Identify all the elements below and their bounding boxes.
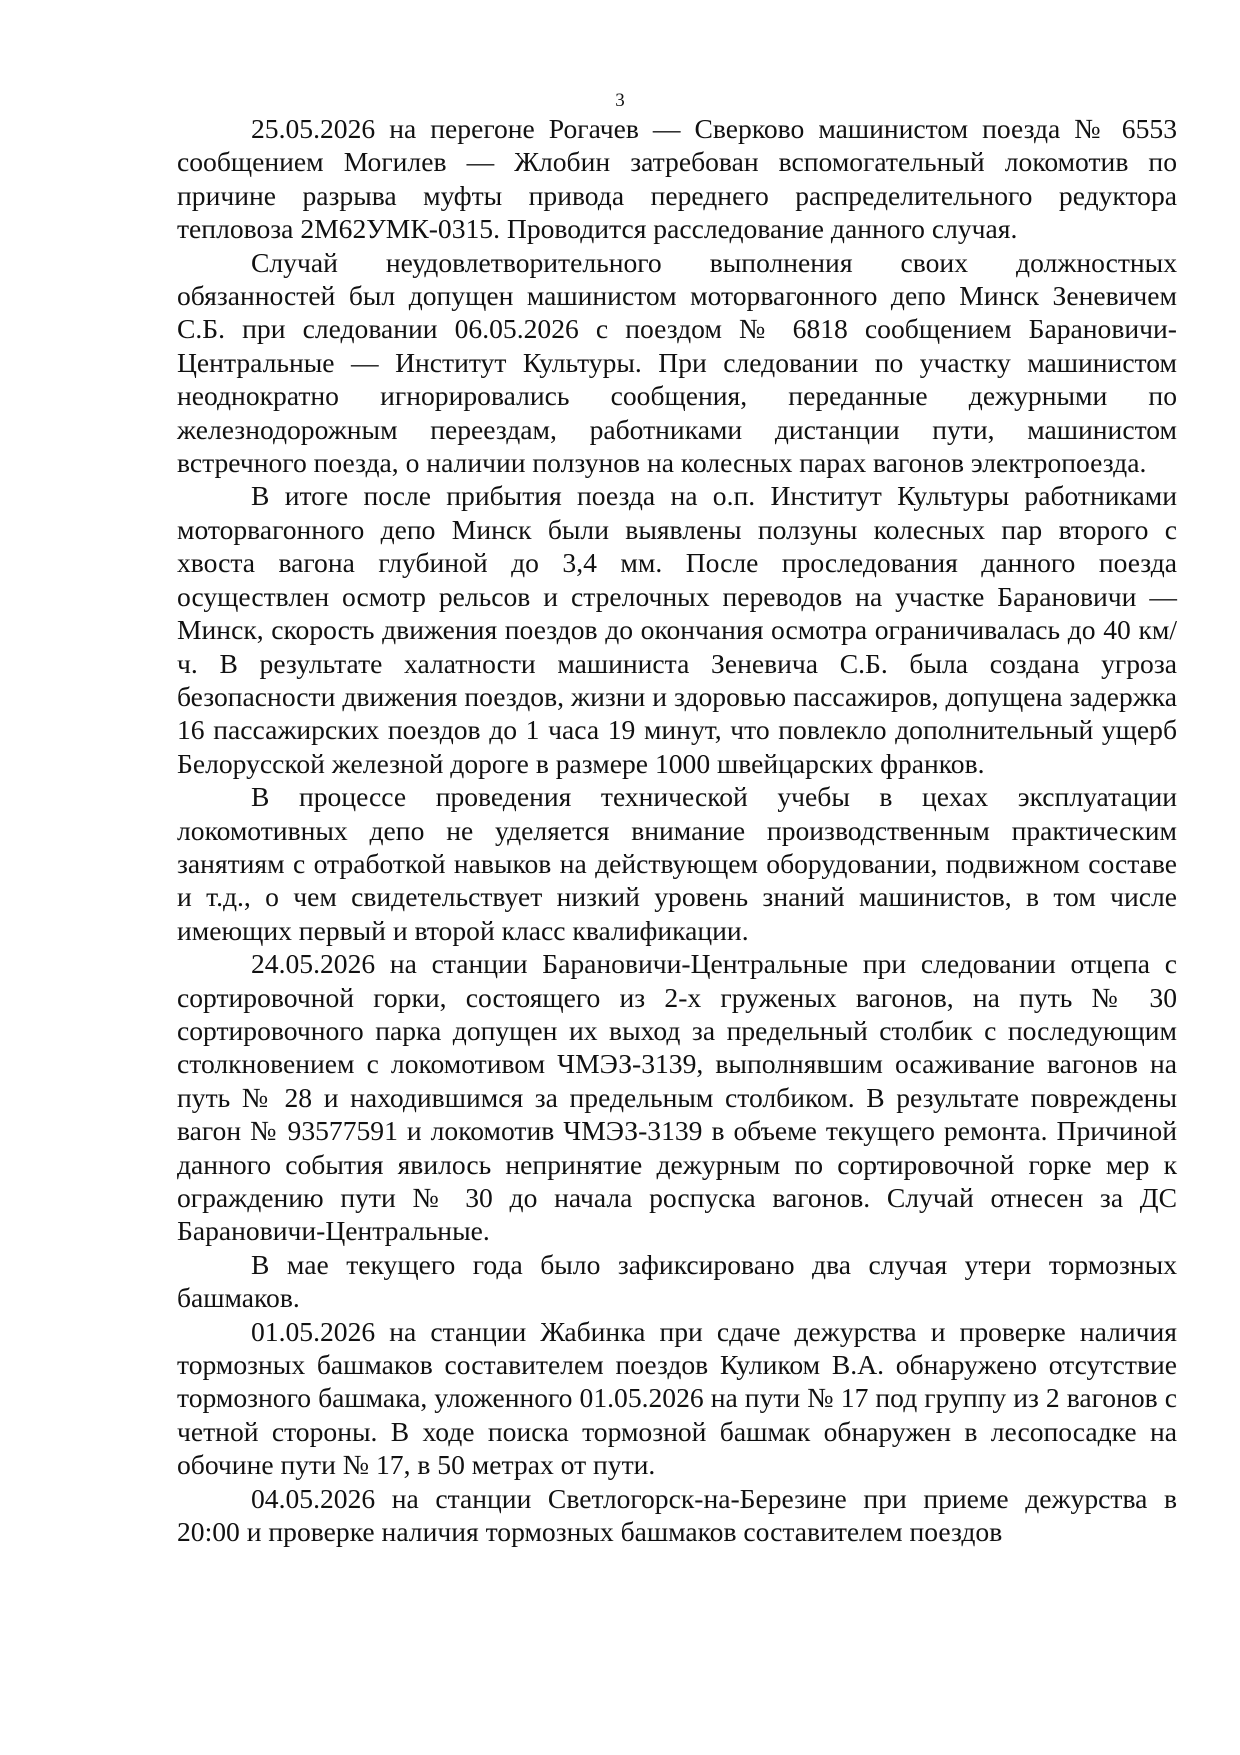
paragraph-wheel-defects: В итоге после прибытия поезда на о.п. Институт Культуры работниками моторвагонного депо Минск были выявлены ползуны колесных пар второго с хвоста вагона глубиной до 3,4 мм. После проследования данного поезда осуществлен осмотр рельсов и стрелочных переводов на участке Барановичи — Минск, скорость движения поездов до окончания осмотра ограничивалась до 40 км/ч. В результате халатности машиниста Зеневича С.Б. была создана угроза безопасности движения поездов, жизни и здоровью пассажиров, допущена задержка 16 пассажирских поездов до 1 часа 19 минут, что повлекло дополнительный ущерб Белорусской железной дороге в размере 1000 швейцарских франков. [177,480,1177,779]
page-number: 3 [615,90,625,111]
document-body [177,112,1177,1548]
paragraph-hump-collision: 24.05.2026 на станции Барановичи-Центральные при следовании отцепа с сортировочной горки, состоящего из 2-х груженых вагонов, на путь № 30 сортировочного парка допущен их выход за предельный столбик с последующим столкновением с локомотивом ЧМЭЗ-3139, выполнявшим осаживание вагонов на путь № 28 и находившимся за предельным столбиком. В результате повреждены вагон № 93577591 и локомотив ЧМЭЗ-3139 в объеме текущего ремонта. Причиной данного события явилось непринятие дежурным по сортировочной горке мер к ограждению пути № 30 до начала роспуска вагонов. Случай отнесен за ДС Барановичи-Центральные. [177,948,1177,1247]
paragraph-svetlogorsk-incident: 04.05.2026 на станции Светлогорск-на-Березине при приеме дежурства в 20:00 и проверке наличия тормозных башмаков составителем поездов [177,1482,1177,1548]
paragraph-brake-shoe-losses: В мае текущего года было зафиксировано два случая утери тормозных башмаков. [177,1248,1177,1314]
paragraph-zhabinka-incident: 01.05.2026 на станции Жабинка при сдаче дежурства и проверке наличия тормозных башмаков составителем поездов Куликом В.А. обнаружено отсутствие тормозного башмака, уложенного 01.05.2026 на пути № 17 под группу из 2 вагонов с четной стороны. В ходе поиска тормозной башмак обнаружен в лесопосадке на обочине пути № 17, в 50 метрах от пути. [177,1315,1177,1481]
paragraph-technical-training: В процессе проведения технической учебы в цехах эксплуатации локомотивных депо не уделяется внимание производственным практическим занятиям с отработкой навыков на действующем оборудовании, подвижном составе и т.д., о чем свидетельствует низкий уровень знаний машинистов, в том числе имеющих первый и второй класс квалификации. [177,781,1177,946]
paragraph-locomotive-request: 25.05.2026 на перегоне Рогачев — Сверково машинистом поезда № 6553 сообщением Могилев — Жлобин затребован вспомогательный локомотив по причине разрыва муфты привода переднего распределительного редуктора тепловоза 2М62УМК-0315. Проводится расследование данного случая. [177,113,1177,245]
paragraph-driver-negligence: Случай неудовлетворительного выполнения своих должностных обязанностей был допущен машинистом моторвагонного депо Минск Зеневичем С.Б. при следовании 06.05.2026 с поездом № 6818 сообщением Барановичи-Центральные — Институт Культуры. При следовании по участку машинистом неоднократно игнорировались сообщения, переданные дежурными по железнодорожным переездам, работниками дистанции пути, машинистом встречного поезда, о наличии ползунов на колесных парах вагонов электропоезда. [177,246,1177,479]
